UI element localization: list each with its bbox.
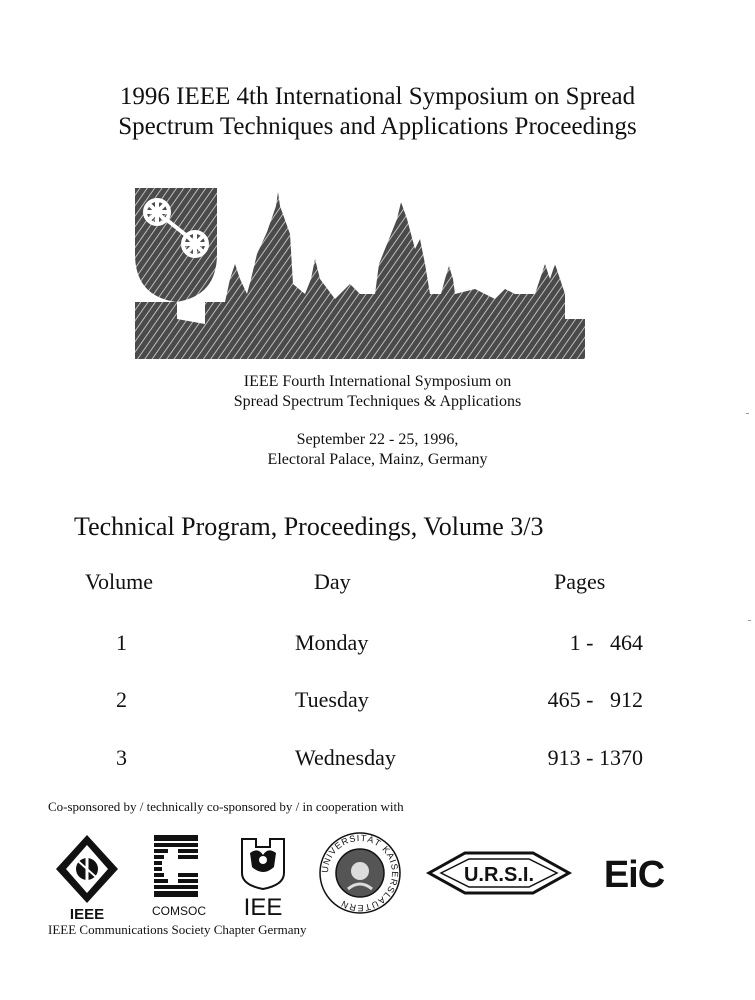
comsoc-logo-text: COMSOC [152,904,206,918]
row-1-pages: 1 - 464 [569,630,643,655]
ursi-logo [425,849,573,897]
event-details [0,430,755,470]
university-seal-text: UNIVERSITÄT KAISERSLAUTERN [319,832,401,914]
row-1-volume: 1 [116,630,127,655]
sponsor-logos [0,825,755,920]
iee-logo [232,833,294,921]
row-1-day: Monday [295,630,369,655]
header-pages: Pages [554,569,606,594]
ursi-logo-text: U.R.S.I. [463,864,535,886]
university-seal-logo [318,831,402,915]
title-line-2: Spectrum Techniques and Applications Proceedings [118,113,637,140]
sponsors-line: Co-sponsored by / technically co-sponsored by / in cooperation with [48,799,404,814]
event-dates: September 22 - 25, 1996, [296,431,459,448]
row-3-pages: 913 - 1370 [547,745,643,770]
title-line-1: 1996 IEEE 4th International Symposium on Spread [119,83,636,110]
eic-logo [598,853,670,893]
symposium-subtitle [0,372,755,412]
subtitle-line-2: Spread Spectrum Techniques & Applications [233,393,522,410]
scan-speck [746,413,749,414]
event-venue: Electoral Palace, Mainz, Germany [267,451,488,468]
iee-logo-text: IEE [243,894,283,921]
ieee-logo-text: IEEE [69,906,105,921]
ieee-logo [52,833,122,921]
eic-logo-text: EiC [603,854,665,893]
mainz-skyline-illustration [135,184,585,359]
row-2-volume: 2 [116,687,127,712]
subtitle-line-1: IEEE Fourth International Symposium on [243,373,512,390]
proceedings-title [0,82,755,142]
row-3-day: Wednesday [295,745,396,770]
scan-speck [748,620,751,621]
row-3-volume: 3 [116,745,127,770]
header-day: Day [314,569,351,594]
row-2-day: Tuesday [295,687,369,712]
header-volume: Volume [85,569,154,594]
row-2-pages: 465 - 912 [547,687,643,712]
comsoc-logo [148,833,210,921]
program-title: Technical Program, Proceedings, Volume 3/3 [74,512,544,541]
chapter-line: IEEE Communications Society Chapter Germany [48,922,307,937]
